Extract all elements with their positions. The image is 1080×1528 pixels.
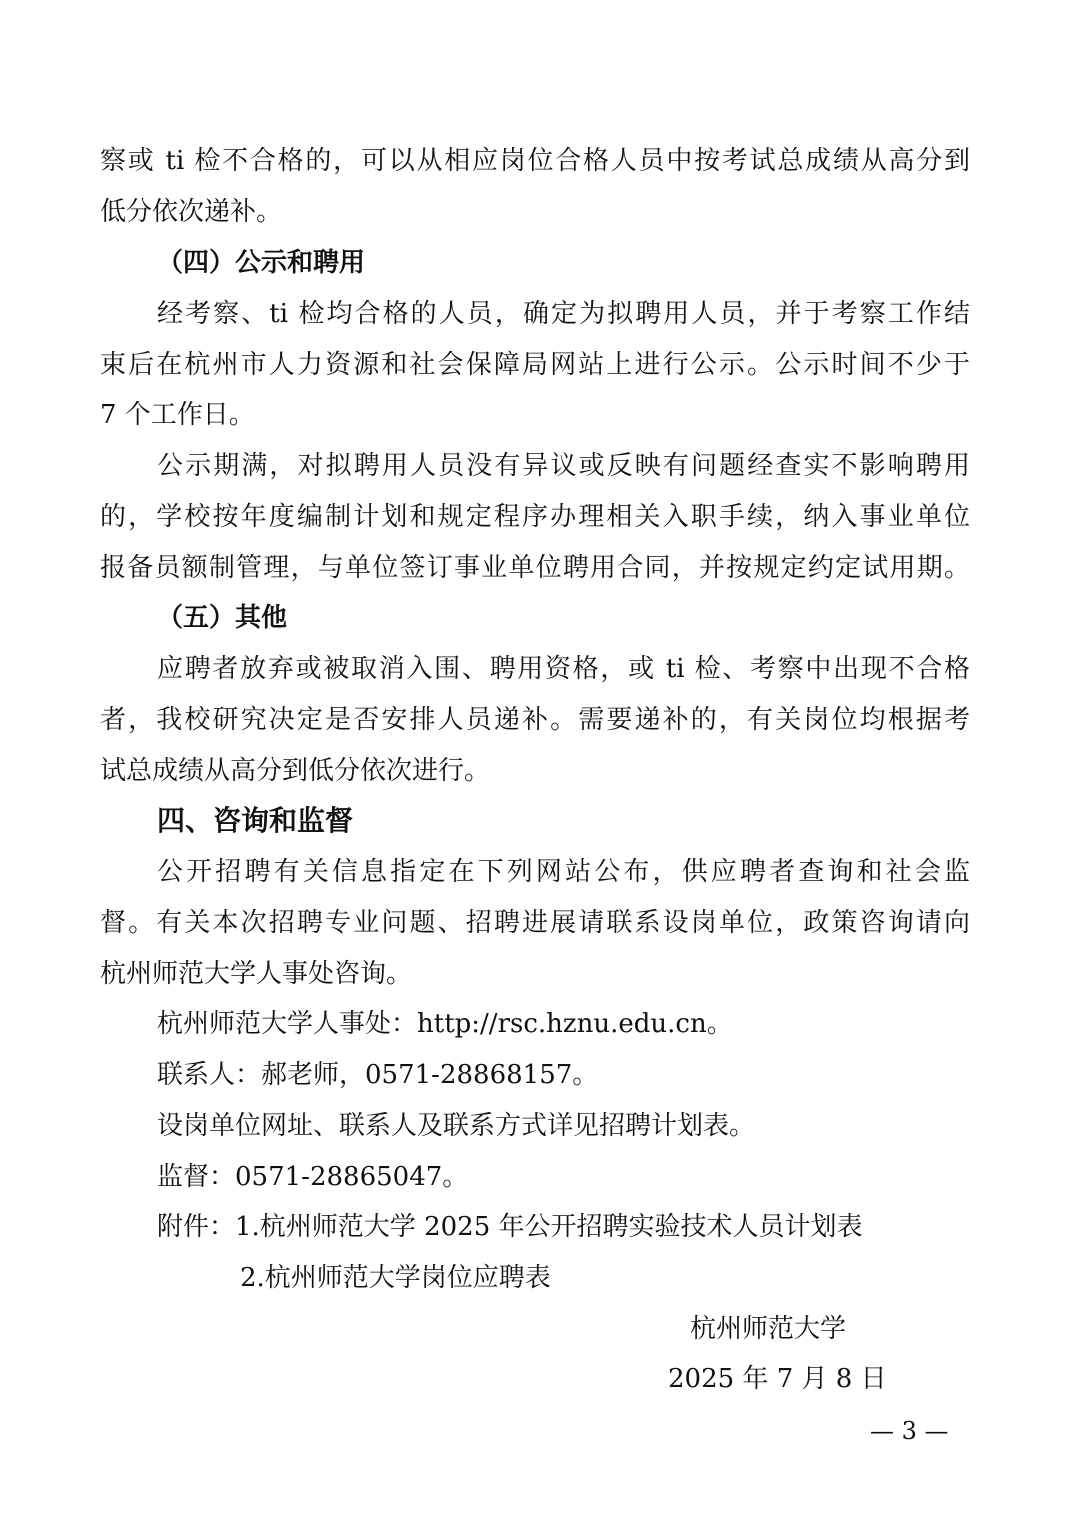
signature-date: 2025 年 7 月 8 日 (668, 1364, 887, 1394)
paragraph-line: 7 个工作日。 (100, 400, 255, 430)
attachment-2: 2.杭州师范大学岗位应聘表 (240, 1263, 551, 1293)
supervision-phone: 监督：0571-28865047。 (157, 1162, 469, 1192)
paragraph-line: 报备员额制管理，与单位签订事业单位聘用合同，并按规定约定试用期。 (100, 553, 970, 583)
paragraph-line: 经考察、ti 检均合格的人员，确定为拟聘用人员，并于考察工作结 (157, 299, 970, 329)
chapter-heading: 四、咨询和监督 (157, 804, 354, 837)
contact-person: 联系人：郝老师，0571-28868157。 (157, 1060, 599, 1090)
paragraph-line: 督。有关本次招聘专业问题、招聘进展请联系设岗单位，政策咨询请向 (100, 908, 970, 938)
section-heading: （五）其他 (157, 603, 288, 633)
paragraph-line: 试总成绩从高分到低分依次进行。 (100, 756, 491, 786)
page-number: — 3 — (870, 1417, 949, 1445)
signature-org: 杭州师范大学 (690, 1314, 847, 1344)
paragraph-line: 杭州师范大学人事处咨询。 (100, 959, 413, 989)
paragraph-line: 者，我校研究决定是否安排人员递补。需要递补的，有关岗位均根据考 (100, 705, 970, 735)
paragraph-line: 低分依次递补。 (100, 197, 283, 227)
paragraph-line: 束后在杭州市人力资源和社会保障局网站上进行公示。公示时间不少于 (100, 350, 970, 380)
paragraph-line: 应聘者放弃或被取消入围、聘用资格，或 ti 检、考察中出现不合格 (157, 654, 970, 684)
paragraph-line: 察或 ti 检不合格的，可以从相应岗位合格人员中按考试总成绩从高分到 (100, 146, 970, 176)
hr-office-website: 杭州师范大学人事处：http://rsc.hznu.edu.cn。 (157, 1009, 733, 1039)
paragraph-line: 公开招聘有关信息指定在下列网站公布，供应聘者查询和社会监 (157, 857, 970, 887)
paragraph-line: 的，学校按年度编制计划和规定程序办理相关入职手续，纳入事业单位 (100, 502, 970, 532)
section-heading: （四）公示和聘用 (157, 248, 366, 278)
unit-info-note: 设岗单位网址、联系人及联系方式详见招聘计划表。 (157, 1111, 756, 1141)
attachment-1: 附件：1.杭州师范大学 2025 年公开招聘实验技术人员计划表 (157, 1212, 863, 1242)
paragraph-line: 公示期满，对拟聘用人员没有异议或反映有问题经查实不影响聘用 (157, 451, 970, 481)
